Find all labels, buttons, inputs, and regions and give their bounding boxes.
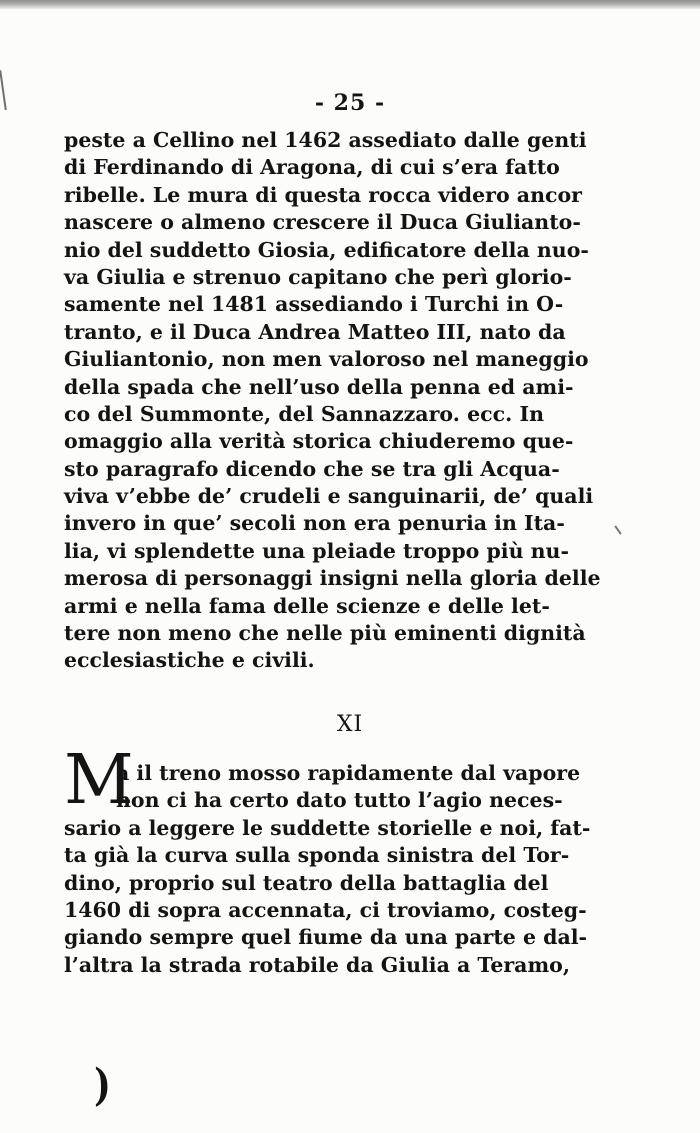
section-paragraph xyxy=(64,760,591,979)
page-number: - 25 - xyxy=(314,90,386,116)
text-line: sto paragrafo dicendo che se tra gli Acqua- xyxy=(64,456,560,481)
text-line: dino, proprio sul teatro della battaglia del xyxy=(64,870,549,895)
text-line: Giuliantonio, non men valoroso nel maneggio xyxy=(64,347,589,372)
drop-cap: M xyxy=(64,741,134,820)
text-line: viva v’ebbe de’ crudeli e sanguinarii, de’ quali xyxy=(64,484,594,509)
text-line: di Ferdinando di Aragona, di cui s’era fatto xyxy=(64,155,560,180)
section-heading: XI xyxy=(336,712,364,737)
text-line: ta già la curva sulla sponda sinistra del Tor- xyxy=(64,843,570,868)
text-line: invero in que’ secoli non era penuria in Ita- xyxy=(64,511,565,536)
text-line: nio del suddetto Giosia, edificatore della nuo- xyxy=(64,237,589,262)
text-line: giando sempre quel fiume da una parte e dal- xyxy=(64,925,588,950)
text-line: 1460 di sopra accennata, ci troviamo, costeg- xyxy=(64,897,587,922)
text-line: della spada che nell’uso della penna ed ami- xyxy=(64,374,574,399)
text-line: peste a Cellino nel 1462 assediato dalle genti xyxy=(64,128,587,152)
paragraph-continued xyxy=(64,127,601,675)
text-line: a il treno mosso rapidamente dal vapore xyxy=(116,761,581,785)
text-line: co del Summonte, del Sannazzaro. ecc. In xyxy=(64,401,544,426)
text-line: ribelle. Le mura di questa rocca videro ancor xyxy=(64,182,582,207)
bottom-ink-mark: ) xyxy=(94,1060,111,1111)
stray-ink-mark xyxy=(614,525,621,534)
text-line: armi e nella fama delle scienze e delle let- xyxy=(64,593,550,618)
text-line: sario a leggere le suddette storielle e noi, fat- xyxy=(64,815,591,840)
page-top-edge-shadow xyxy=(0,0,700,10)
text-line: merosa di personaggi insigni nella gloria delle xyxy=(64,566,601,591)
text-line: omaggio alla verità storica chiuderemo que- xyxy=(64,429,574,454)
text-line: l’altra la strada rotabile da Giulia a Teramo, xyxy=(64,952,570,977)
text-line: va Giulia e strenuo capitano che perì glorio- xyxy=(64,264,572,289)
text-line: tere non meno che nelle più eminenti dignità xyxy=(64,621,586,646)
text-line: ecclesiastiche e civili. xyxy=(64,648,315,673)
text-line: non ci ha certo dato tutto l’agio neces- xyxy=(116,788,563,813)
text-line: nascere o almeno crescere il Duca Giulianto- xyxy=(64,210,581,235)
text-line: samente nel 1481 assediando i Turchi in O- xyxy=(64,292,564,317)
text-line: lia, vi splendette una pleiade troppo più nu- xyxy=(64,538,569,563)
text-line: tranto, e il Duca Andrea Matteo III, nato da xyxy=(64,319,566,344)
